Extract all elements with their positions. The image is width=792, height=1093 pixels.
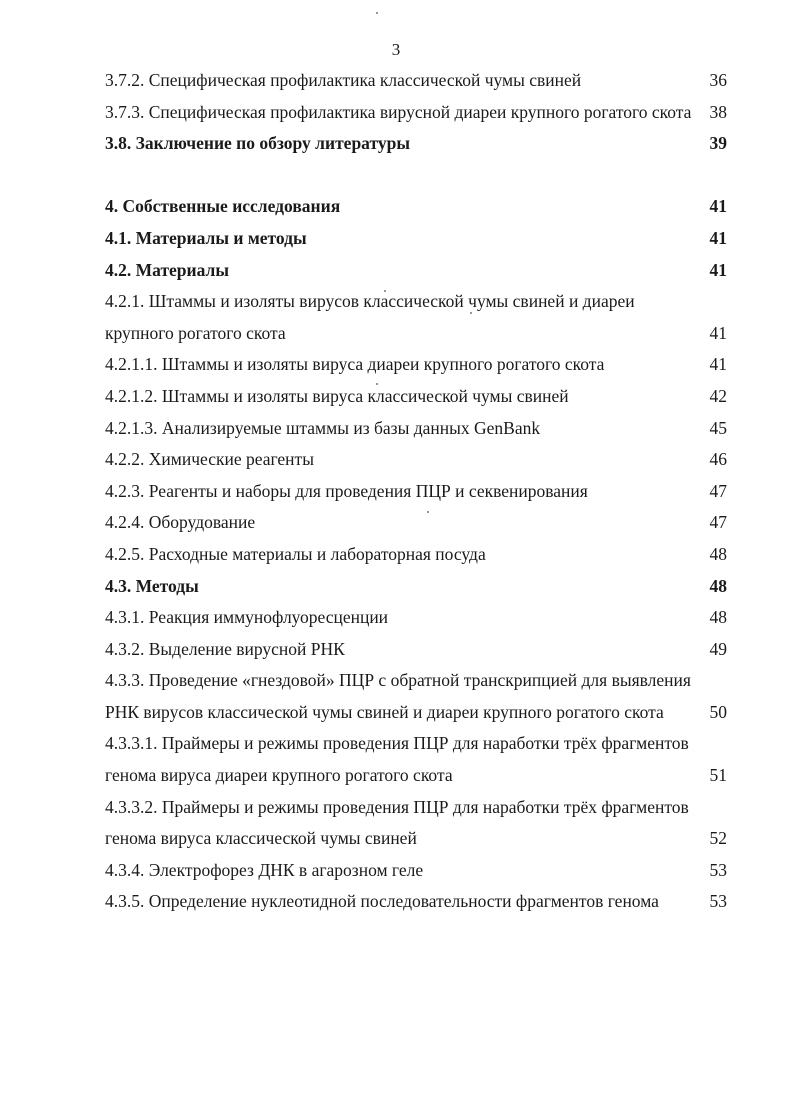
toc-entry xyxy=(105,634,735,666)
toc-entry xyxy=(105,886,735,918)
toc-entry-page: 47 xyxy=(709,512,727,533)
toc-entry xyxy=(105,571,735,603)
toc-entry xyxy=(105,255,735,287)
toc-entry-title: 4.3.2. Выделение вирусной РНК xyxy=(105,638,345,659)
toc-entry-title: 4.2.1.2. Штаммы и изоляты вируса классической чумы свиней xyxy=(105,385,569,406)
toc-entry xyxy=(105,444,735,476)
toc-entry-title: 4.3.4. Электрофорез ДНК в агарозном геле xyxy=(105,859,424,880)
toc-entry xyxy=(105,792,735,855)
toc-entry-title: 4.2.3. Реагенты и наборы для проведения ПЦР и секвенирования xyxy=(105,480,588,501)
toc-entry-page: 53 xyxy=(709,859,727,880)
toc-entry xyxy=(105,97,735,129)
toc-entry-title: 4.2.5. Расходные материалы и лабораторная посуда xyxy=(105,543,486,564)
toc-entry xyxy=(105,476,735,508)
toc-entry xyxy=(105,413,735,445)
toc-entry-page: 48 xyxy=(709,607,727,628)
toc-entry xyxy=(105,286,735,349)
toc-entry xyxy=(105,507,735,539)
toc-entry-title: 4.3.3.2. Праймеры и режимы проведения ПЦР для наработки трёх фрагментов генома вируса классической чумы свиней xyxy=(105,796,689,849)
toc-entry-title: 4.2.1.3. Анализируемые штаммы из базы данных GenBank xyxy=(105,417,541,438)
toc-entry xyxy=(105,602,735,634)
toc-entry-page: 53 xyxy=(709,891,727,912)
toc-entry xyxy=(105,728,735,791)
toc-entry-page: 41 xyxy=(709,322,727,343)
toc-entry-page: 39 xyxy=(709,133,727,154)
toc-entry-page: 48 xyxy=(709,543,727,564)
toc-entry-page: 38 xyxy=(709,101,727,122)
toc-entry xyxy=(105,539,735,571)
toc-entry-title: 4.3.5. Определение нуклеотидной последовательности фрагментов генома xyxy=(105,891,659,912)
toc-entry xyxy=(105,855,735,887)
toc-entry xyxy=(105,665,735,728)
toc-entry-title: 3.7.2. Специфическая профилактика классической чумы свиней xyxy=(105,70,582,90)
toc-entry-page: 41 xyxy=(709,354,727,375)
toc-entry-page: 41 xyxy=(709,259,727,280)
toc-entry-page: 36 xyxy=(709,70,727,90)
toc-entry xyxy=(105,191,735,223)
toc-entry-page: 46 xyxy=(709,449,727,470)
toc-entry-title: 3.7.3. Специфическая профилактика вирусной диареи крупного рогатого скота xyxy=(105,101,692,122)
toc-entry-title: 4.3.3.1. Праймеры и режимы проведения ПЦР для наработки трёх фрагментов генома вируса диареи крупного рогатого скота xyxy=(105,733,689,786)
toc-entry-title: 4.2. Материалы xyxy=(105,259,230,280)
toc-entry-title: 4.1. Материалы и методы xyxy=(105,227,307,248)
toc-entry-page: 42 xyxy=(709,385,727,406)
toc-entry-page: 49 xyxy=(709,638,727,659)
toc-entry-title: 4.2.4. Оборудование xyxy=(105,512,256,533)
toc-entry-title: 4. Собственные исследования xyxy=(105,196,341,217)
toc-entry-page: 45 xyxy=(709,417,727,438)
toc-entry-page: 51 xyxy=(709,765,727,786)
toc-entry-page: 41 xyxy=(709,196,727,217)
toc-entry-title: 4.2.2. Химические реагенты xyxy=(105,449,314,470)
toc-entry xyxy=(105,65,735,97)
toc-entry xyxy=(105,223,735,255)
toc-entry xyxy=(105,349,735,381)
toc-entry-page: 47 xyxy=(709,480,727,501)
toc-entry-page: 52 xyxy=(709,828,727,849)
toc-entry-page: 48 xyxy=(709,575,727,596)
page-number: 3 xyxy=(391,40,401,59)
toc-entry xyxy=(105,128,735,160)
toc-entry-title: 3.8. Заключение по обзору литературы xyxy=(105,133,410,154)
toc-entry xyxy=(105,381,735,413)
scan-speck xyxy=(376,12,378,14)
toc-entry-page: 50 xyxy=(709,701,727,722)
toc-entry-title: 4.2.1.1. Штаммы и изоляты вируса диареи крупного рогатого скота xyxy=(105,354,605,375)
toc-entry-title: 4.3. Методы xyxy=(105,575,199,596)
table-of-contents xyxy=(105,65,735,918)
toc-entry-title: 4.3.1. Реакция иммунофлуоресценции xyxy=(105,607,389,628)
toc-entry-title: 4.2.1. Штаммы и изоляты вирусов классической чумы свиней и диареи крупного рогатого скота xyxy=(105,291,635,343)
toc-entry-title: 4.3.3. Проведение «гнездовой» ПЦР с обратной транскрипцией для выявления РНК вирусов классической чумы свиней и диареи крупного рогатого скота xyxy=(105,670,691,722)
toc-entry-page: 41 xyxy=(709,227,727,248)
